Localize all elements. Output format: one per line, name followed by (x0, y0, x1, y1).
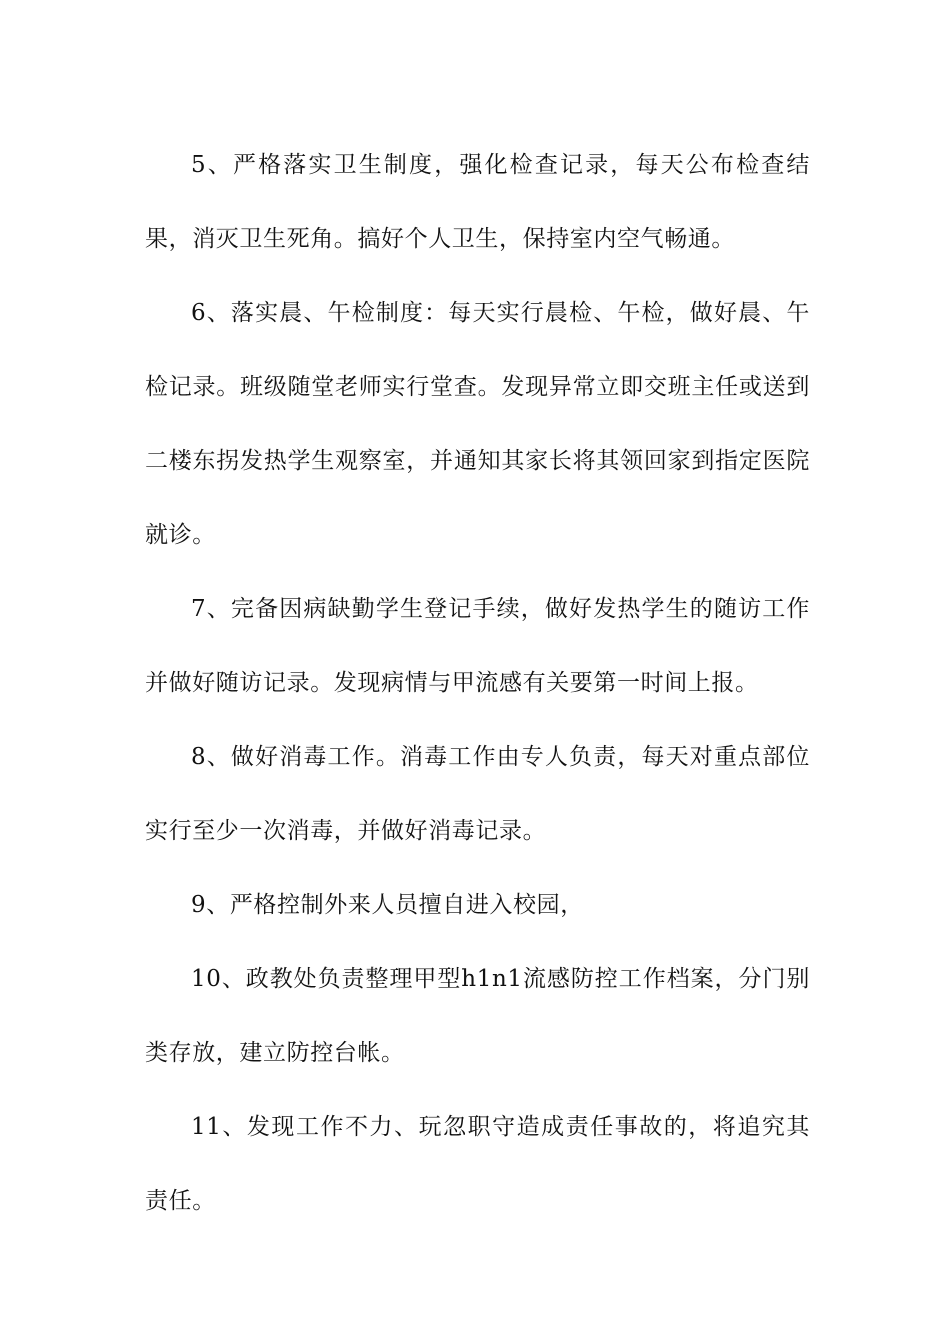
paragraph-item-6: 6、落实晨、午检制度：每天实行晨检、午检，做好晨、午检记录。班级随堂老师实行堂查。发现异常立即交班主任或送到二楼东拐发热学生观察室，并通知其家长将其领回家到指定医院就诊。 (145, 300, 810, 548)
paragraph-item-10: 10、政教处负责整理甲型h1n1流感防控工作档案，分门别类存放，建立防控台帐。 (145, 966, 810, 1066)
paragraph-item-5: 5、严格落实卫生制度，强化检查记录，每天公布检查结果，消灭卫生死角。搞好个人卫生，保持室内空气畅通。 (145, 152, 810, 252)
document-body (145, 128, 810, 1238)
paragraph-item-7: 7、完备因病缺勤学生登记手续，做好发热学生的随访工作并做好随访记录。发现病情与甲流感有关要第一时间上报。 (145, 596, 810, 696)
paragraph-item-11: 11、发现工作不力、玩忽职守造成责任事故的，将追究其责任。 (145, 1114, 810, 1214)
paragraph-item-9: 9、严格控制外来人员擅自进入校园， (191, 892, 584, 918)
paragraph-item-8: 8、做好消毒工作。消毒工作由专人负责，每天对重点部位实行至少一次消毒，并做好消毒记录。 (145, 744, 810, 844)
